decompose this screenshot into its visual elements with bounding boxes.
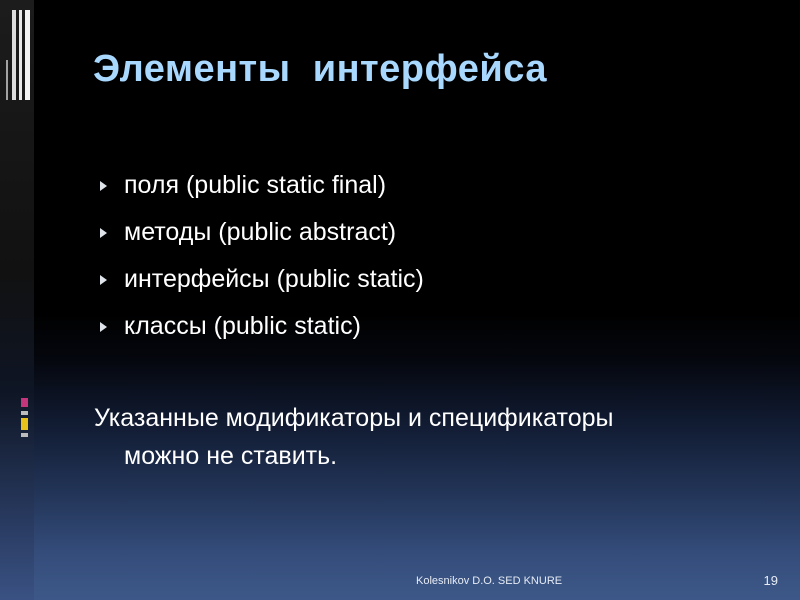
note-paragraph [94,399,774,475]
bullet-item [98,209,424,256]
note-line-1: Указанные модификаторы и спецификаторы [94,404,614,432]
bullet-item [98,162,424,209]
bullet-item [98,303,424,350]
decorative-bar [19,10,22,100]
decorative-bar [6,60,8,100]
decorative-bar [25,10,30,100]
decorative-side-strip [0,0,34,600]
decorative-bar [12,10,16,100]
bullet-arrow-icon [100,181,107,191]
decorative-accent-magenta [21,398,28,407]
decorative-accent-gray [21,411,28,415]
decorative-accent-yellow [21,418,28,430]
footer-author: Kolesnikov D.O. SED KNURE [416,575,563,587]
bullet-text: классы (public static) [124,312,361,340]
bullet-text: интерфейсы (public static) [124,265,424,293]
slide-title: Элементы интерфейса [93,48,547,90]
bullet-text: поля (public static final) [124,171,387,199]
bullet-text: методы (public abstract) [124,218,397,246]
bullet-arrow-icon [100,322,107,332]
page-number: 19 [763,573,778,588]
bullet-item [98,256,424,303]
bullet-arrow-icon [100,228,107,238]
decorative-accent-gray [21,433,28,437]
bullet-arrow-icon [100,275,107,285]
bullet-list [98,162,424,350]
note-line-2: можно не ставить. [124,442,338,470]
